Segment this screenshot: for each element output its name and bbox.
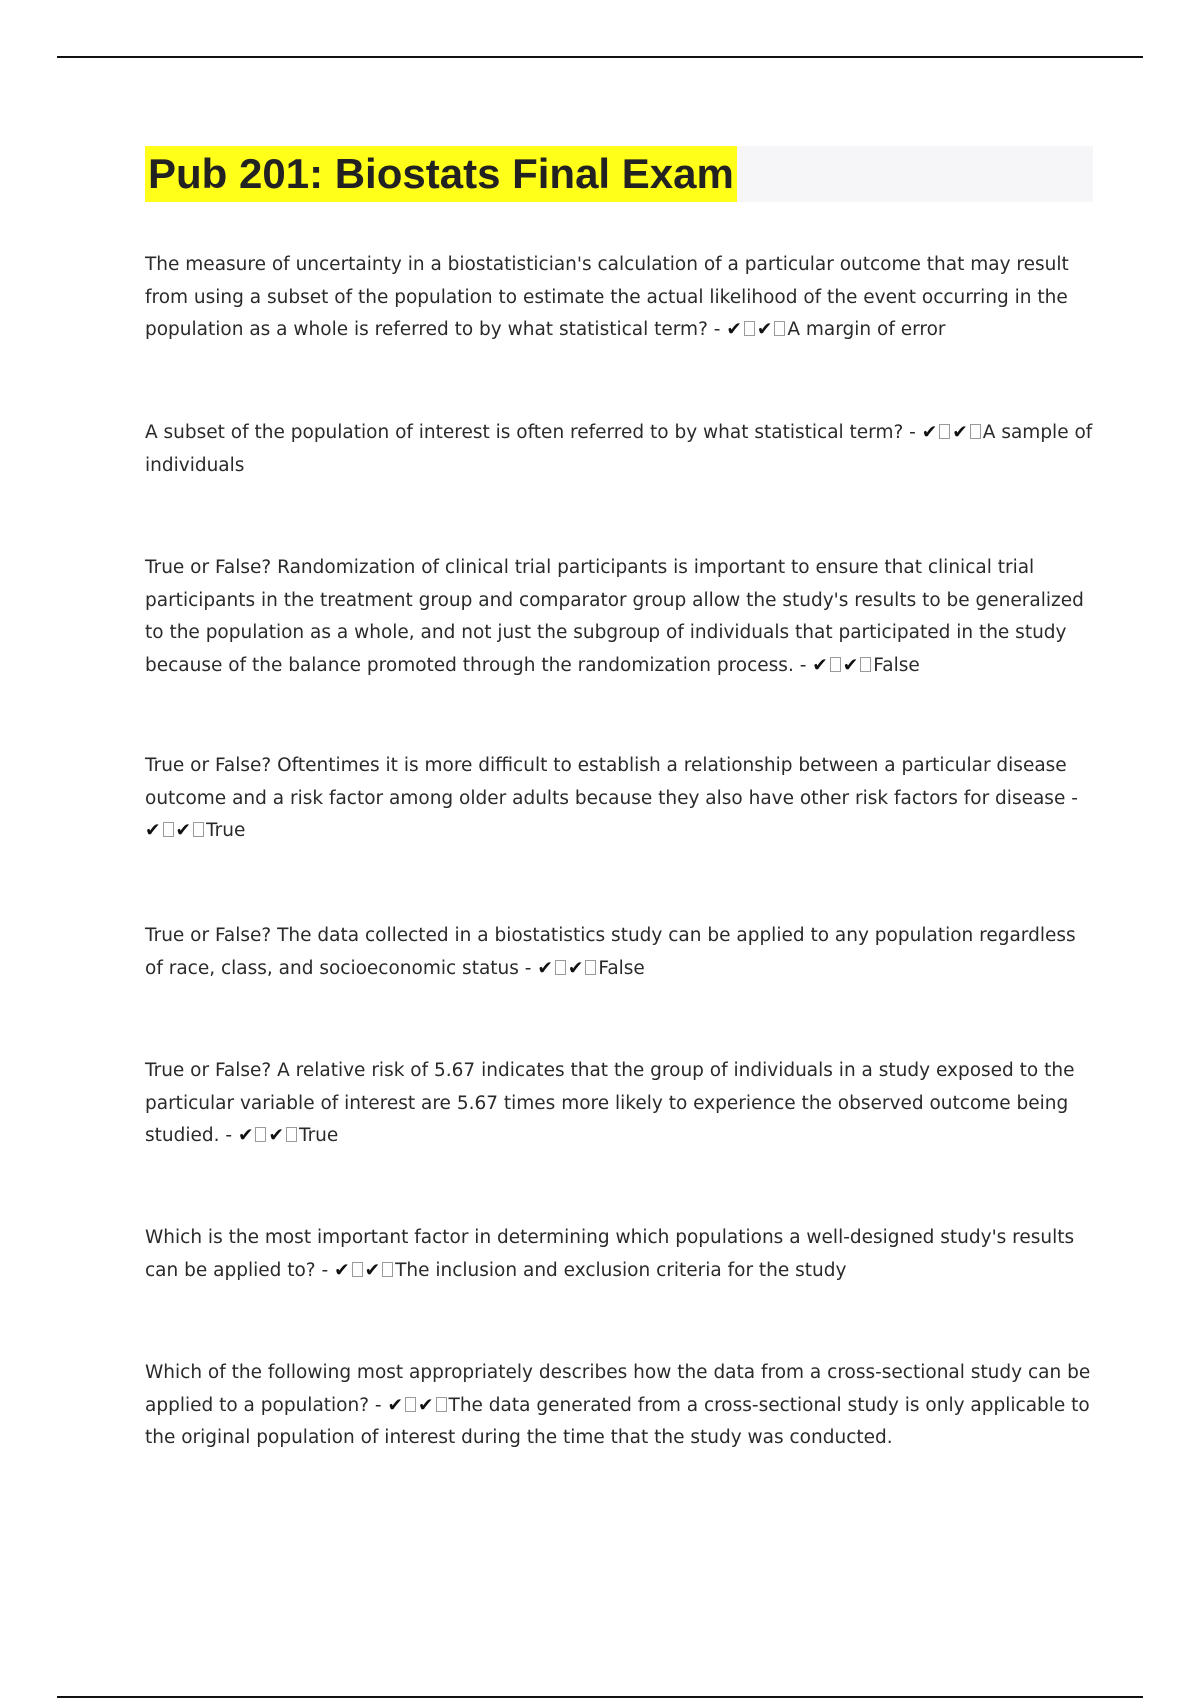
question-text: The measure of uncertainty in a biostatistician's calculation of a particular outcome that may result from using a subset of the population to estimate the actual likelihood of the event occurring in the population as a whole is referred to by what statistical term? - [145, 254, 1069, 340]
check-mark-icon: ✔ [567, 957, 584, 979]
check-mark-icon: ✔ [418, 1394, 434, 1416]
qa-item [145, 750, 1095, 848]
check-mark-icon: ✔ [842, 654, 859, 676]
question-text: True or False? A relative risk of 5.67 indicates that the group of individuals in a study exposed to the particular variable of interest are 5.67 times more likely to experience the observed outcome being studied. - [145, 1060, 1075, 1146]
missing-glyph-box-icon [555, 960, 566, 975]
missing-glyph-box-icon [436, 1397, 447, 1412]
missing-glyph-box-icon [255, 1127, 266, 1142]
missing-glyph-box-icon [939, 424, 950, 439]
check-mark-icon: ✔ [756, 319, 773, 340]
qa-item [145, 552, 1095, 682]
page-title: Pub 201: Biostats Final Exam [145, 146, 737, 202]
answer-text: The inclusion and exclusion criteria for the study [395, 1259, 847, 1281]
question-text: Which of the following most appropriately describes how the data from a cross-sectional study can be applied to a population? - [145, 1362, 1091, 1416]
check-mark-icon: ✔ [537, 957, 553, 979]
question-text: A subset of the population of interest is often referred to by what statistical term? - [145, 422, 922, 443]
check-mark-icon: ✔ [812, 654, 828, 676]
check-mark-icon: ✔ [364, 1259, 381, 1281]
qa-item [145, 1055, 1095, 1153]
check-mark-icon: ✔ [387, 1394, 403, 1416]
missing-glyph-box-icon [774, 321, 785, 336]
qa-item [145, 417, 1095, 482]
check-mark-icon: ✔ [726, 319, 742, 340]
question-text: Which is the most important factor in determining which populations a well-designed study's results can be applied to? - [145, 1227, 1075, 1281]
question-text: True or False? Oftentimes it is more difficult to establish a relationship between a particular disease outcome and a risk factor among older adults because they also have other risk factors for disease - [145, 755, 1078, 809]
qa-item [145, 920, 1095, 985]
check-mark-icon: ✔ [268, 1125, 284, 1146]
missing-glyph-box-icon [286, 1127, 297, 1142]
missing-glyph-box-icon [352, 1262, 363, 1277]
answer-text: A sample of individuals [145, 422, 1093, 476]
answer-text: True [298, 1125, 339, 1146]
qa-item [145, 1357, 1095, 1455]
answer-text: False [873, 654, 920, 676]
missing-glyph-box-icon [970, 424, 981, 439]
answer-text: A margin of error [787, 319, 946, 340]
answer-text: False [598, 957, 645, 979]
missing-glyph-box-icon [382, 1262, 393, 1277]
missing-glyph-box-icon [163, 822, 174, 837]
question-text: True or False? Randomization of clinical trial participants is important to ensure that clinical trial participants in the treatment group and comparator group allow the study's results to be generalized to the population as a whole, and not just the subgroup of individuals that participated in the study because of the balance promoted through the randomization process. - [145, 557, 1084, 676]
check-mark-icon: ✔ [334, 1259, 350, 1281]
missing-glyph-box-icon [830, 657, 841, 672]
bottom-rule [57, 1696, 1143, 1698]
check-mark-icon: ✔ [921, 422, 938, 443]
missing-glyph-box-icon [405, 1397, 416, 1412]
missing-glyph-box-icon [744, 321, 755, 336]
missing-glyph-box-icon [585, 960, 596, 975]
check-mark-icon: ✔ [952, 422, 968, 443]
check-mark-icon: ✔ [175, 820, 192, 841]
check-mark-icon: ✔ [237, 1125, 254, 1146]
missing-glyph-box-icon [193, 822, 204, 837]
qa-item [145, 1222, 1095, 1287]
title-band [145, 146, 1093, 202]
top-rule [57, 56, 1143, 58]
missing-glyph-box-icon [860, 657, 871, 672]
question-text: True or False? The data collected in a biostatistics study can be applied to any population regardless of race, class, and socioeconomic status - [145, 925, 1076, 979]
check-mark-icon: ✔ [145, 820, 161, 841]
qa-item [145, 249, 1095, 347]
answer-text: True [206, 820, 246, 841]
answer-text: The data generated from a cross-sectional study is only applicable to the original population of interest during the time that the study was conducted. [145, 1394, 1090, 1448]
